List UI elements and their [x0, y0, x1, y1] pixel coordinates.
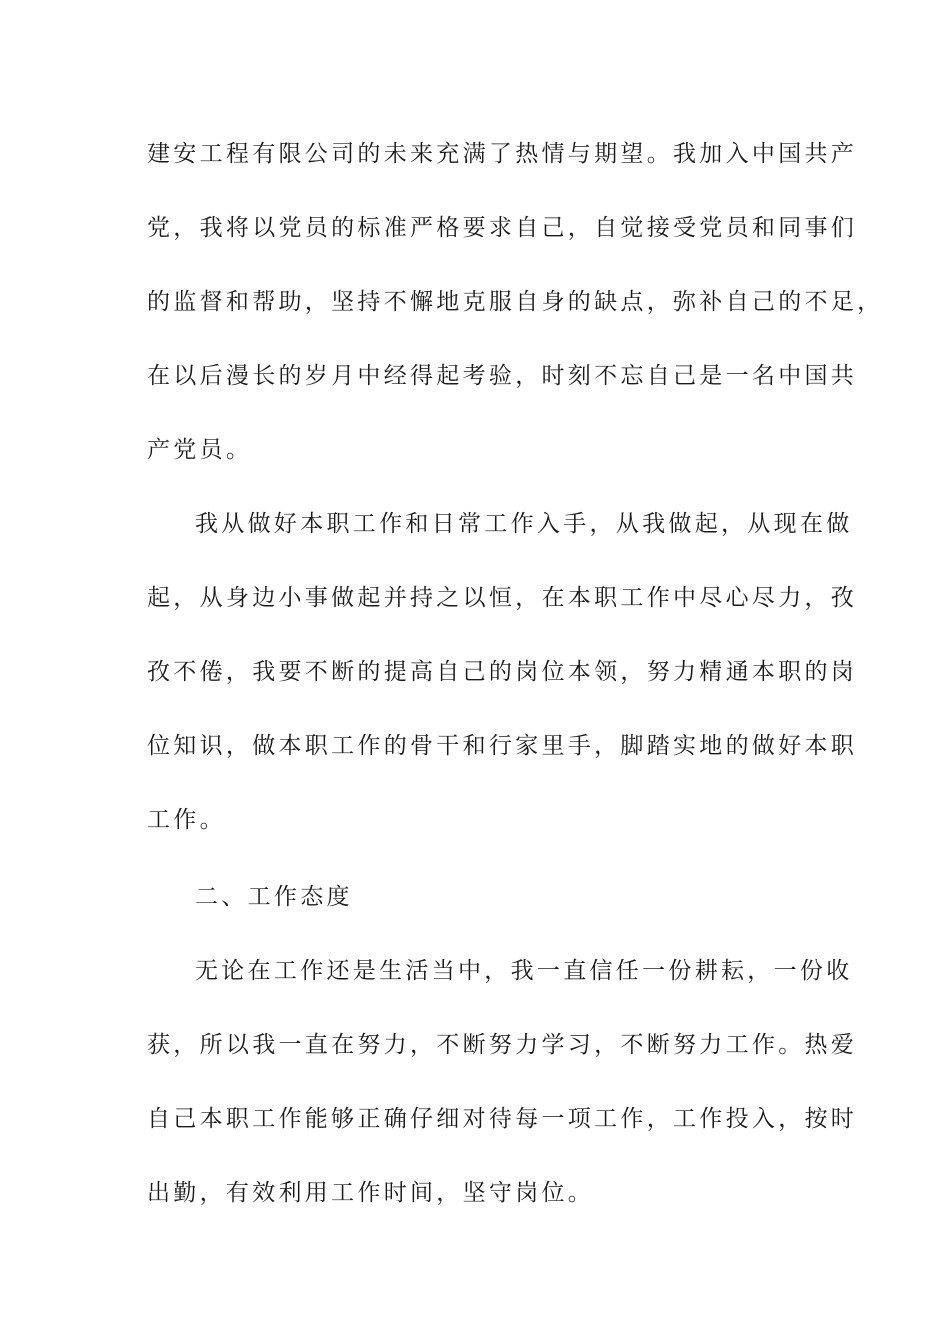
paragraph-line: 我从做好本职工作和日常工作入手，从我做起，从现在做: [195, 511, 853, 537]
paragraph-line: 建安工程有限公司的未来充满了热情与期望。我加入中国共产: [147, 141, 858, 167]
section-heading: 二、工作态度: [195, 884, 353, 910]
paragraph-line: 获，所以我一直在努力，不断努力学习，不断努力工作。热爱: [147, 1032, 858, 1058]
paragraph-line: 工作。: [147, 807, 226, 833]
paragraph-line: 出勤，有效利用工作时间，坚守岗位。: [147, 1180, 595, 1206]
paragraph-line: 自己本职工作能够正确仔细对待每一项工作，工作投入，按时: [147, 1106, 858, 1132]
paragraph-line: 无论在工作还是生活当中，我一直信任一份耕耘，一份收: [195, 958, 853, 984]
paragraph-line: 党，我将以党员的标准严格要求自己，自觉接受党员和同事们: [147, 215, 858, 241]
paragraph-line: 在以后漫长的岁月中经得起考验，时刻不忘自己是一名中国共: [147, 363, 858, 389]
paragraph-line: 位知识，做本职工作的骨干和行家里手，脚踏实地的做好本职: [147, 733, 858, 759]
paragraph-line: 的监督和帮助，坚持不懈地克服自身的缺点，弥补自己的不足，: [147, 289, 884, 315]
paragraph-line: 起，从身边小事做起并持之以恒，在本职工作中尽心尽力，孜: [147, 585, 858, 611]
paragraph-line: 孜不倦，我要不断的提高自己的岗位本领，努力精通本职的岗: [147, 659, 858, 685]
paragraph-line: 产党员。: [147, 437, 253, 463]
